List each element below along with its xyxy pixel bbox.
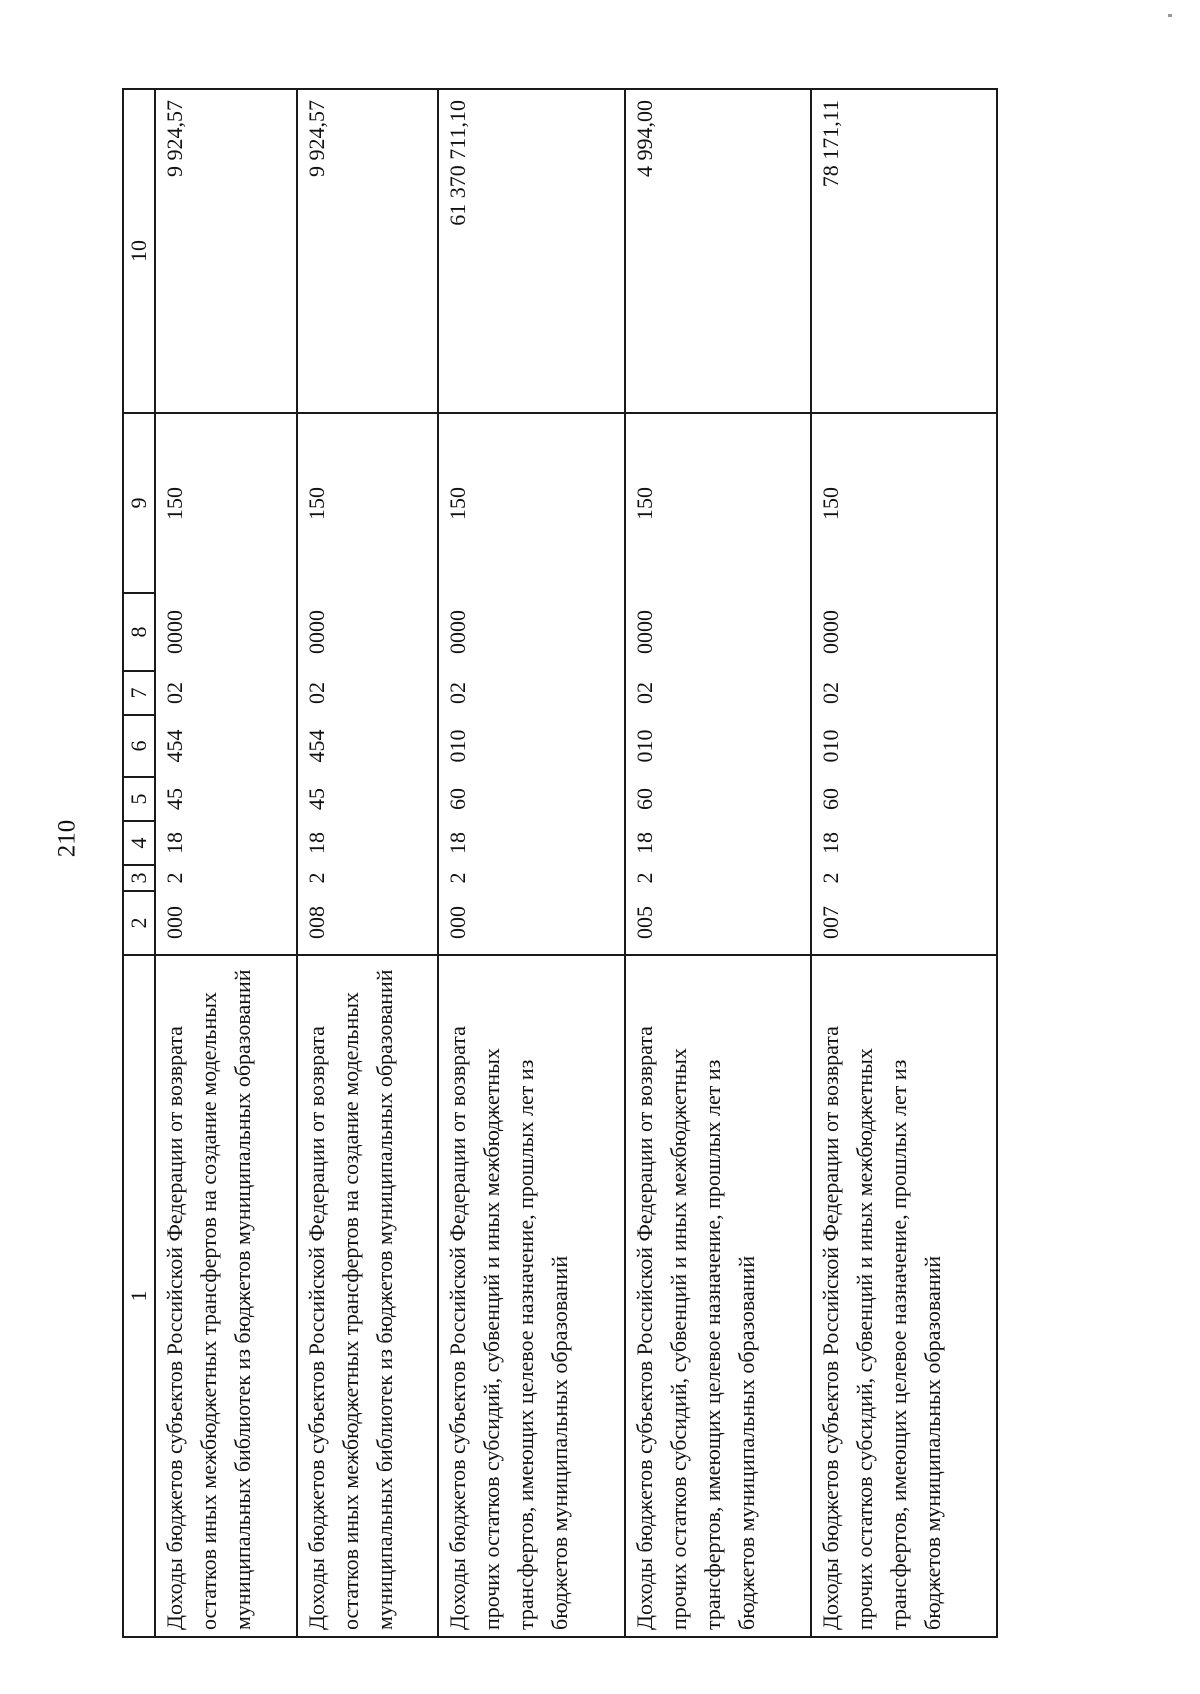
code-element: 02 [155,671,297,715]
code-economic: 150 [625,413,811,593]
rotated-table-frame [122,90,998,1638]
code-program: 0000 [297,593,439,671]
header-col-6: 6 [123,715,155,777]
row-amount: 4 994,00 [625,89,811,413]
code-admin: 000 [438,891,624,955]
code-group: 2 [297,865,439,891]
code-subgroup: 18 [625,821,811,865]
header-col-3: 3 [123,865,155,891]
table-row [811,89,997,1637]
table-row [625,89,811,1637]
code-admin: 005 [625,891,811,955]
code-article: 60 [625,777,811,821]
row-amount: 9 924,57 [297,89,439,413]
code-article: 45 [155,777,297,821]
code-element: 02 [625,671,811,715]
code-group: 2 [625,865,811,891]
code-program: 0000 [155,593,297,671]
code-subgroup: 18 [297,821,439,865]
code-subgroup: 18 [438,821,624,865]
header-col-8: 8 [123,593,155,671]
table-row [155,89,297,1637]
header-col-9: 9 [123,413,155,593]
code-economic: 150 [438,413,624,593]
code-program: 0000 [811,593,997,671]
code-economic: 150 [155,413,297,593]
code-admin: 008 [297,891,439,955]
code-program: 0000 [438,593,624,671]
code-subarticle: 010 [625,715,811,777]
header-col-1: 1 [123,955,155,1637]
code-admin: 007 [811,891,997,955]
header-col-7: 7 [123,671,155,715]
row-amount: 61 370 711,10 [438,89,624,413]
page-number: 210 [53,819,81,858]
code-group: 2 [438,865,624,891]
revenue-table [122,88,998,1638]
code-article: 45 [297,777,439,821]
code-subarticle: 454 [297,715,439,777]
code-subarticle: 010 [811,715,997,777]
code-element: 02 [811,671,997,715]
row-description: Доходы бюджетов субъектов Российской Федерации от возврата прочих остатков субсидий, субвенций и иных межбюджетных трансфертов, имеющих целевое назначение, прошлых лет из бюджетов муниципальных образований [625,955,811,1637]
row-description: Доходы бюджетов субъектов Российской Федерации от возврата прочих остатков субсидий, субвенций и иных межбюджетных трансфертов, имеющих целевое назначение, прошлых лет из бюджетов муниципальных образований [811,955,997,1637]
code-subarticle: 010 [438,715,624,777]
row-description: Доходы бюджетов субъектов Российской Федерации от возврата остатков иных межбюджетных трансфертов на создание модельных муниципальных библиотек из бюджетов муниципальных образований [155,955,297,1637]
table-row [297,89,439,1637]
row-amount: 9 924,57 [155,89,297,413]
table-header-row [123,89,155,1637]
scan-artifact [1168,14,1172,17]
code-economic: 150 [811,413,997,593]
row-description: Доходы бюджетов субъектов Российской Федерации от возврата остатков иных межбюджетных трансфертов на создание модельных муниципальных библиотек из бюджетов муниципальных образований [297,955,439,1637]
code-economic: 150 [297,413,439,593]
code-group: 2 [155,865,297,891]
table-container [122,90,998,1638]
code-element: 02 [297,671,439,715]
code-article: 60 [811,777,997,821]
code-subarticle: 454 [155,715,297,777]
header-col-10: 10 [123,89,155,413]
code-admin: 000 [155,891,297,955]
header-col-2: 2 [123,891,155,955]
code-subgroup: 18 [811,821,997,865]
table-row [438,89,624,1637]
code-element: 02 [438,671,624,715]
row-description: Доходы бюджетов субъектов Российской Федерации от возврата прочих остатков субсидий, субвенций и иных межбюджетных трансфертов, имеющих целевое назначение, прошлых лет из бюджетов муниципальных образований [438,955,624,1637]
code-subgroup: 18 [155,821,297,865]
code-group: 2 [811,865,997,891]
header-col-5: 5 [123,777,155,821]
row-amount: 78 171,11 [811,89,997,413]
header-col-4: 4 [123,821,155,865]
code-article: 60 [438,777,624,821]
code-program: 0000 [625,593,811,671]
